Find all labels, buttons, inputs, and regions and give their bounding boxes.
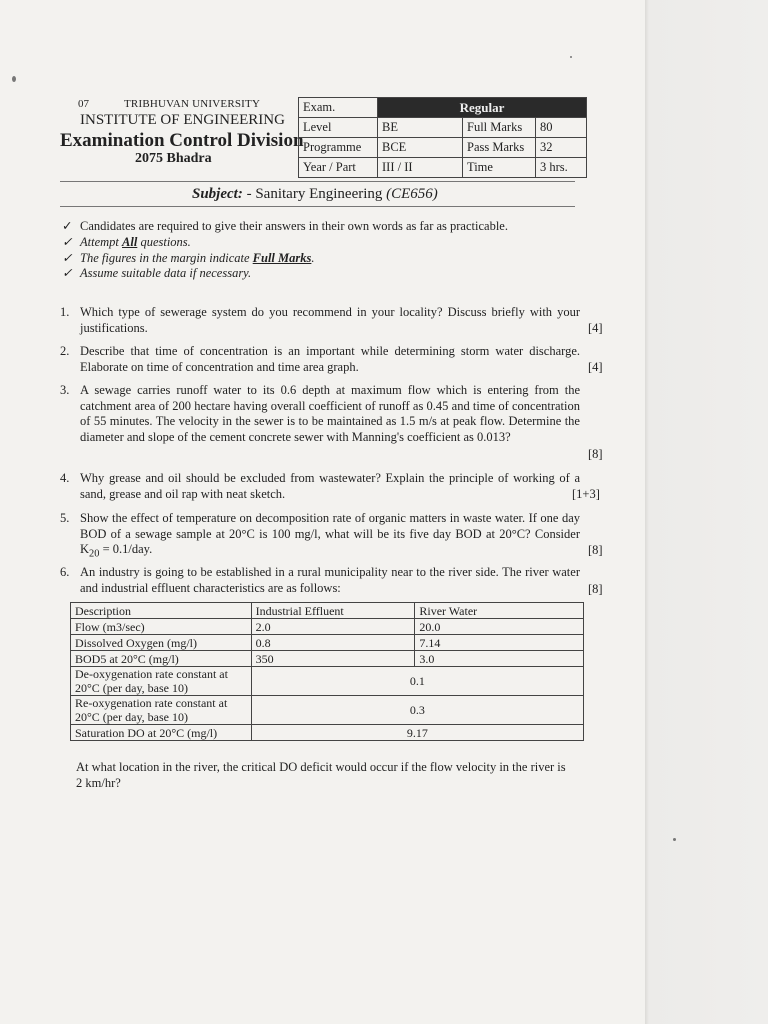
full-marks-label: Full Marks [463,118,536,138]
instruction-1: ✓ Candidates are required to give their answers in their own words as far as practicable. [62,219,508,233]
question-3: 3. A sewage carries runoff water to its 0.6 depth at maximum flow which is entering from the catchment area of 200 hectare having overall coefficient of runoff as 0.45 and time of concentration of 55 minutes. The velocity in the sewer is to be maintained as 1.5 m/s at peak flow. Determine the diameter and slope of the cement concrete sewer with Manning's coefficient as 0.013? [60,383,580,444]
scan-speck [673,838,676,841]
programme-value: BCE [378,138,463,158]
effluent-river-table [70,602,584,741]
pass-marks-value: 32 [536,138,587,158]
table-row: BOD5 at 20°C (mg/l) 350 3.0 [71,651,584,667]
checkmark-icon: ✓ [62,235,73,249]
checkmark-icon: ✓ [62,219,73,233]
question-5: 5. Show the effect of temperature on decomposition rate of organic matters in waste water. If one day BOD of a sewage sample at 20°C is 100 mg/l, what will be its five day BOD at 20°C? Consider $K_{20} = 0.1/day$. [60,511,580,560]
university-name: TRIBHUVAN UNIVERSITY [124,98,261,110]
table-row: Re-oxygenation rate constant at 20°C (per day, base 10) 0.3 [71,696,584,725]
question-4: 4. Why grease and oil should be excluded from wastewater? Explain the principle of working of a sand, grease and oil rap with neat sketch. [60,471,580,501]
institute-name: INSTITUTE OF ENGINEERING [80,112,285,128]
table-row: Dissolved Oxygen (mg/l) 0.8 7.14 [71,635,584,651]
scan-speck [12,76,16,82]
checkmark-icon: ✓ [62,251,73,265]
subject-code: (CE656) [386,186,438,202]
instruction-2: ✓ Attempt All questions. [62,235,191,249]
paper-code: 07 [78,98,89,110]
exam-label: Exam. [299,98,378,118]
subject-line [192,186,438,203]
header-divider-bottom [60,206,575,207]
question-1-marks: [4] [588,321,603,335]
question-6: 6. An industry is going to be established in a rural municipality near to the river side. The river water and industrial effluent characteristics are as follows: [60,565,580,595]
question-6-marks: [8] [588,582,603,596]
question-2: 2. Describe that time of concentration is an important while determining storm water discharge. Elaborate on time of concentration and time area graph. [60,344,580,374]
programme-label: Programme [299,138,378,158]
division-title: Examination Control Division [60,130,304,151]
question-5-marks: [8] [588,543,603,557]
question-2-marks: [4] [588,360,603,374]
level-label: Level [299,118,378,138]
paper-edge-background [645,0,768,1024]
full-marks-value: 80 [536,118,587,138]
header-divider-top [60,181,575,182]
exam-date: 2075 Bhadra [135,151,212,166]
pass-marks-label: Pass Marks [463,138,536,158]
instruction-4: ✓ Assume suitable data if necessary. [62,266,252,280]
level-value: BE [378,118,463,138]
question-4-marks: [1+3] [572,487,600,501]
instruction-3: ✓ The figures in the margin indicate Full Marks. [62,251,315,265]
table-row: Saturation DO at 20°C (mg/l) 9.17 [71,725,584,741]
table-row: Flow (m3/sec) 2.0 20.0 [71,619,584,635]
year-part-label: Year / Part [299,158,378,178]
exam-info-table [298,97,587,178]
time-value: 3 hrs. [536,158,587,178]
subject-name: - Sanitary Engineering [246,186,383,202]
year-part-value: III / II [378,158,463,178]
final-question: At what location in the river, the critical DO deficit would occur if the flow velocity in the river is 2 km/hr? [76,760,566,790]
table-header: Industrial Effluent [251,603,415,619]
subject-label: Subject: [192,186,243,202]
table-header: River Water [415,603,584,619]
scan-speck [570,56,572,58]
question-3-marks: [8] [588,447,603,461]
exam-type-value: Regular [378,98,587,118]
time-label: Time [463,158,536,178]
question-1: 1. Which type of sewerage system do you recommend in your locality? Discuss briefly with your justifications. [60,305,580,335]
table-row: De-oxygenation rate constant at 20°C (per day, base 10) 0.1 [71,667,584,696]
checkmark-icon: ✓ [62,266,73,280]
table-header: Description [71,603,252,619]
